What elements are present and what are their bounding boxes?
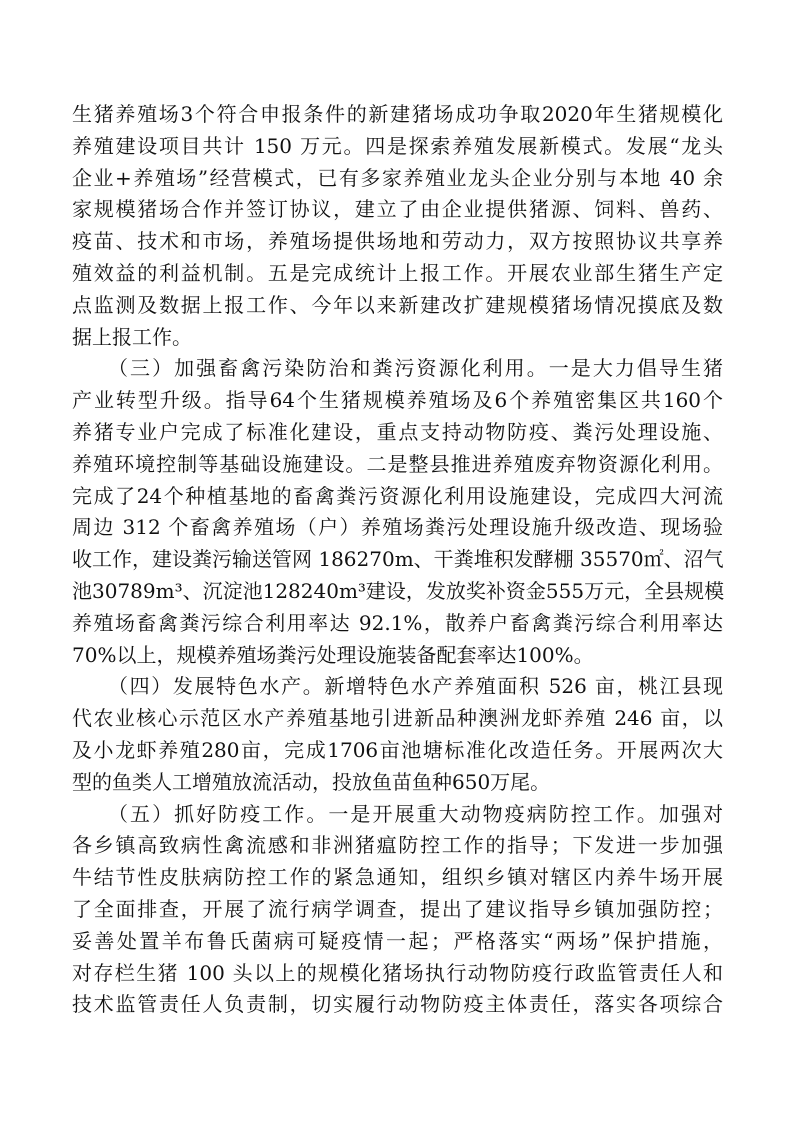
text-line: 收工作，建设粪污输送管网 186270m、干粪堆积发酵棚 35570㎡、沼气 — [72, 547, 724, 572]
text-line: 养殖建设项目共计 150 万元。四是探索养殖发展新模式。发展“龙头 — [72, 133, 723, 158]
text-line: 养猪专业户完成了标准化建设，重点支持动物防疫、粪污处理设施、 — [72, 419, 723, 444]
text-line: 池30789m³、沉淀池128240m³建设，发放奖补资金555万元，全县规模 — [72, 578, 725, 603]
section-heading-line: （五）抓好防疫工作。一是开展重大动物疫病防控工作。加强对 — [108, 801, 723, 826]
text-line: 生猪养殖场3个符合申报条件的新建猪场成功争取2020年生猪规模化 — [72, 102, 723, 126]
text-line: 殖效益的利益机制。五是完成统计上报工作。开展农业部生猪生产定 — [72, 260, 723, 285]
document-body — [72, 99, 723, 1021]
text-line: 产业转型升级。指导64个生猪规模养殖场及6个养殖密集区共160个 — [72, 388, 723, 413]
text-line: 疫苗、技术和市场，养殖场提供场地和劳动力，双方按照协议共享养 — [72, 229, 723, 254]
text-line: 及小龙虾养殖280亩，完成1706亩池塘标准化改造任务。开展两次大 — [72, 737, 723, 762]
text-line: 周边 312 个畜禽养殖场（户）养殖场粪污处理设施升级改造、现场验 — [72, 515, 723, 540]
text-line: 技术监管责任人负责制，切实履行动物防疫主体责任，落实各项综合 — [72, 992, 723, 1017]
text-line: 完成了24个种植基地的畜禽粪污资源化利用设施建设，完成四大河流 — [72, 483, 723, 508]
section-heading-line: （三）加强畜禽污染防治和粪污资源化利用。一是大力倡导生猪 — [108, 356, 723, 381]
text-line: 妥善处置羊布鲁氏菌病可疑疫情一起；严格落实“两场”保护措施， — [72, 928, 723, 953]
text-line: 养殖环境控制等基础设施建设。二是整县推进养殖废弃物资源化利用。 — [72, 451, 723, 476]
text-line: 各乡镇高致病性禽流感和非洲猪瘟防控工作的指导；下发进一步加强 — [72, 833, 723, 858]
text-line: 家规模猪场合作并签订协议，建立了由企业提供猪源、饲料、兽药、 — [72, 197, 723, 222]
section-heading-line: （四）发展特色水产。新增特色水产养殖面积 526 亩，桃江县现 — [108, 674, 723, 699]
text-line: 企业+养殖场”经营模式，已有多家养殖业龙头企业分别与本地 40 余 — [72, 165, 723, 190]
text-line: 70%以上，规模养殖场粪污处理设施装备配套率达100%。 — [72, 642, 594, 667]
text-line: 牛结节性皮肤病防控工作的紧急通知，组织乡镇对辖区内养牛场开展 — [72, 865, 723, 890]
text-line: 型的鱼类人工增殖放流活动，投放鱼苗鱼种650万尾。 — [72, 769, 551, 794]
text-line: 代农业核心示范区水产养殖基地引进新品种澳洲龙虾养殖 246 亩，以 — [72, 706, 723, 731]
text-line: 了全面排查，开展了流行病学调查，提出了建议指导乡镇加强防控； — [72, 896, 723, 921]
text-line: 据上报工作。 — [72, 324, 192, 349]
text-line: 点监测及数据上报工作、今年以来新建改扩建规模猪场情况摸底及数 — [72, 292, 723, 317]
text-line: 对存栏生猪 100 头以上的规模化猪场执行动物防疫行政监管责任人和 — [72, 960, 723, 985]
text-line: 养殖场畜禽粪污综合利用率达 92.1%，散养户畜禽粪污综合利用率达 — [72, 610, 723, 635]
